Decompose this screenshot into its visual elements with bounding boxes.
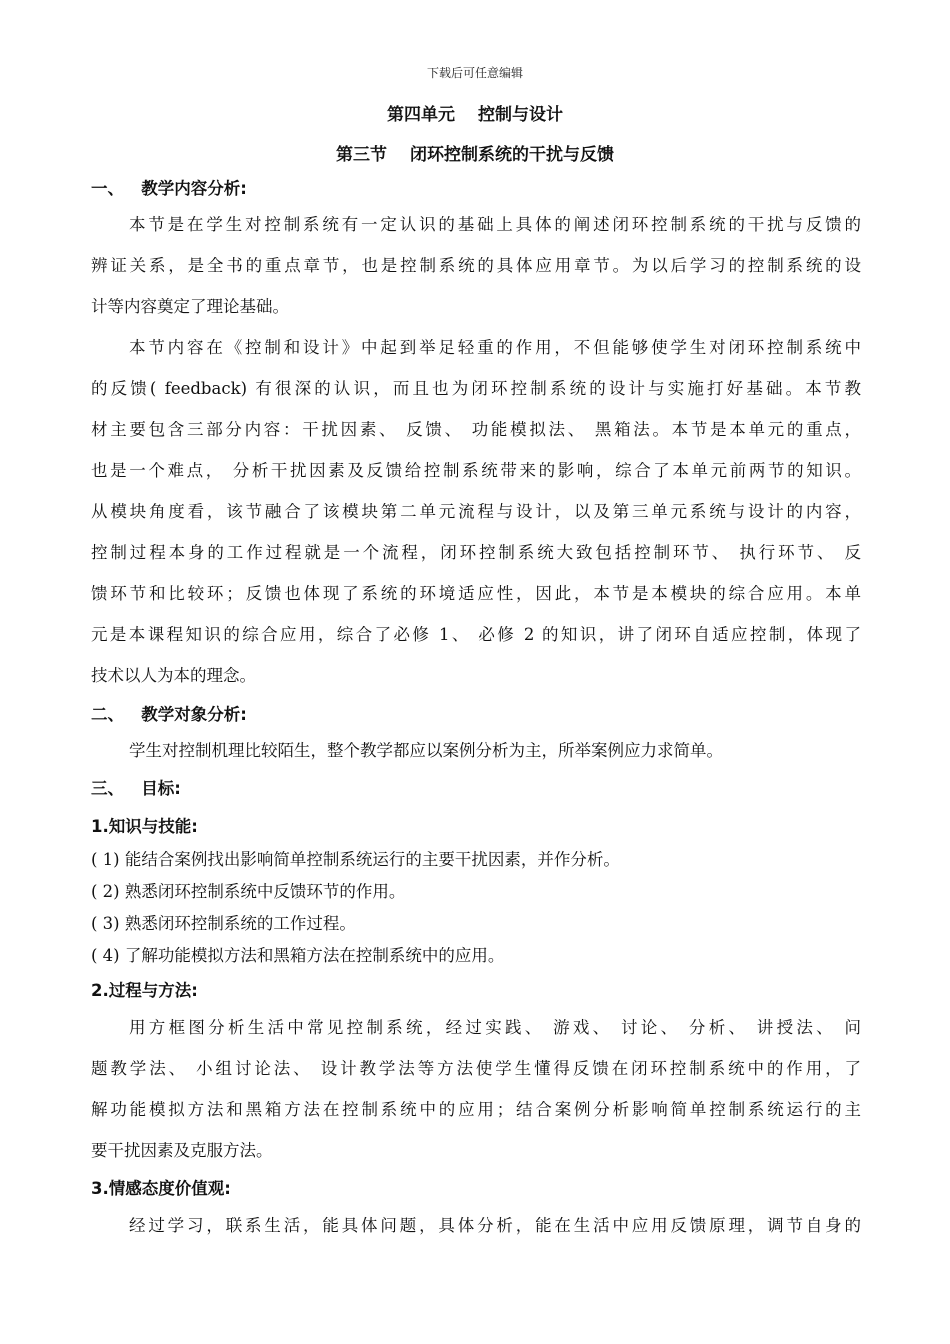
paragraph-line: 用方框图分析生活中常见控制系统，经过实践、 游戏、 讨论、 分析、 讲授法、 问 <box>129 1018 861 1037</box>
paragraph-line: 本节是在学生对控制系统有一定认识的基础上具体的阐述闭环控制系统的干扰与反馈的 <box>129 215 861 234</box>
section-heading-2: 二、 教学对象分析: <box>91 705 247 724</box>
paragraph-line: 本节内容在《控制和设计》中起到举足轻重的作用，不但能够使学生对闭环控制系统中 <box>129 338 861 357</box>
subheading-process-method: 2.过程与方法: <box>91 981 198 1000</box>
subheading-knowledge-skills: 1.知识与技能: <box>91 817 198 836</box>
paragraph-line: 学生对控制机理比较陌生，整个教学都应以案例分析为主，所举案例应力求简单。 <box>129 741 723 760</box>
unit-title: 第四单元 控制与设计 <box>387 105 563 125</box>
paragraph-line: 题教学法、 小组讨论法、 设计教学法等方法使学生懂得反馈在闭环控制系统中的作用，了 <box>91 1059 861 1078</box>
list-item: ( 1) 能结合案例找出影响简单控制系统运行的主要干扰因素，并作分析。 <box>91 850 620 869</box>
paragraph-line: 技术以人为本的理念。 <box>91 666 256 685</box>
paragraph-line: 材主要包含三部分内容：干扰因素、 反馈、 功能模拟法、 黑箱法。本节是本单元的重点， <box>91 420 861 439</box>
paragraph-line: 辨证关系，是全书的重点章节，也是控制系统的具体应用章节。为以后学习的控制系统的设 <box>91 256 861 275</box>
page-header: 下载后可任意编辑 <box>426 66 523 80</box>
paragraph-line: 要干扰因素及克服方法。 <box>91 1141 273 1160</box>
section-heading-3: 三、 目标: <box>91 779 181 798</box>
paragraph-line: 馈环节和比较环；反馈也体现了系统的环境适应性，因此，本节是本模块的综合应用。本单 <box>91 584 861 603</box>
paragraph-line: 从模块角度看，该节融合了该模块第二单元流程与设计，以及第三单元系统与设计的内容， <box>91 502 861 521</box>
section-heading-1: 一、 教学内容分析: <box>91 179 247 198</box>
paragraph-line: 解功能模拟方法和黑箱方法在控制系统中的应用；结合案例分析影响简单控制系统运行的主 <box>91 1100 861 1119</box>
paragraph-line: 计等内容奠定了理论基础。 <box>91 297 289 316</box>
list-item: ( 3) 熟悉闭环控制系统的工作过程。 <box>91 914 356 933</box>
paragraph-line: 的反馈( feedback) 有很深的认识，而且也为闭环控制系统的设计与实施打好基础。本节教 <box>91 379 861 398</box>
paragraph-line: 也是一个难点， 分析干扰因素及反馈给控制系统带来的影响，综合了本单元前两节的知识。 <box>91 461 861 480</box>
subheading-attitude-values: 3.情感态度价值观: <box>91 1179 231 1198</box>
list-item: ( 2) 熟悉闭环控制系统中反馈环节的作用。 <box>91 882 406 901</box>
paragraph-line: 元是本课程知识的综合应用，综合了必修 1、 必修 2 的知识，讲了闭环自适应控制，体现了 <box>91 625 861 644</box>
paragraph-line: 控制过程本身的工作过程就是一个流程，闭环控制系统大致包括控制环节、 执行环节、 反 <box>91 543 861 562</box>
section-title: 第三节 闭环控制系统的干扰与反馈 <box>336 145 614 165</box>
list-item: ( 4) 了解功能模拟方法和黑箱方法在控制系统中的应用。 <box>91 946 505 965</box>
paragraph-line: 经过学习，联系生活，能具体问题，具体分析，能在生活中应用反馈原理，调节自身的 <box>129 1216 861 1235</box>
